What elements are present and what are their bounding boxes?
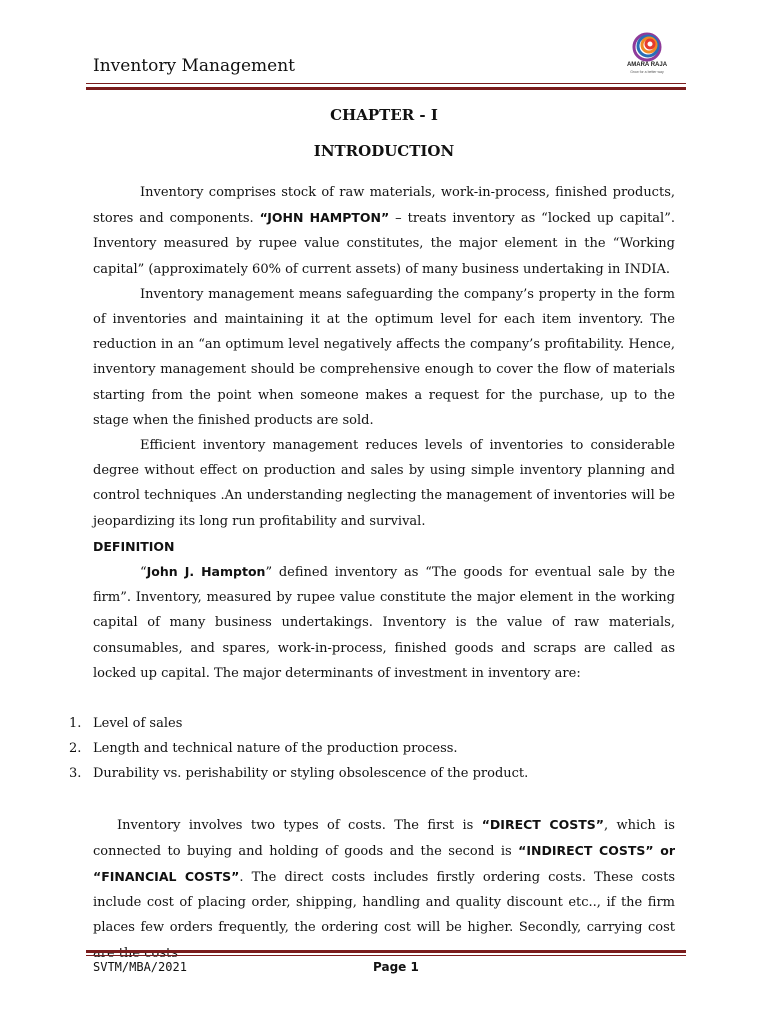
list-item: 1. Level of sales <box>69 716 183 732</box>
definition-heading: DEFINITION <box>93 538 175 554</box>
footer-course-code: SVTM/MBA/2021 <box>93 960 187 974</box>
header-title: Inventory Management <box>93 56 296 76</box>
paragraph-2: Inventory management means safeguarding the company’s property in the form of inventories and maintaining it at the optimum level for each item inventory. The reduction in an “an optimum level negatively affects the company’s profitability. Hence, inventory management should be comprehensive enough to cover the flow of materials starting from the point when someone makes a request for the purchase, up to the stage when the finished products are sold. <box>93 286 675 428</box>
paragraph-1: Inventory comprises stock of raw materials, work-in-process, finished products, stores and components. “JOHN HAMPTON” – treats inventory as “locked up capital”. Inventory measured by rupee value constitutes, the major element in the “Working capital” (approximately 60% of current assets) of many business undertaking in INDIA. <box>93 185 675 277</box>
footer-rule-thick <box>86 950 686 953</box>
amara-raja-logo <box>611 30 683 78</box>
document-body <box>69 99 675 966</box>
chapter-title: INTRODUCTION <box>313 142 455 160</box>
list-item: 3. Durability vs. perishability or styling obsolescence of the product. <box>69 766 529 782</box>
determinants-list <box>69 711 675 787</box>
emphasis-john-hampton: “JOHN HAMPTON” <box>259 210 390 226</box>
header-rule-thick <box>86 87 686 90</box>
paragraph-5: Inventory involves two types of costs. The first is “DIRECT COSTS”, which is connected to buying and holding of goods and the second is “INDIRECT COSTS” or “FINANCIAL COSTS”. The direct costs includes firstly ordering costs. These costs include cost of placing order, shipping, handling and quality discount etc.., if the firm places few orders frequently, the ordering cost will be higher. Secondly, carrying cost are the costs <box>93 816 675 961</box>
paragraph-4: “John J. Hampton” defined inventory as “The goods for eventual sale by the firm”. Inventory, measured by rupee value constitute the major element in the working capital of many business undertakings. Inventory is the value of raw materials, consumables, and spares, work-in-process, finished goods and scraps are called as locked up capital. The major determinants of investment in inventory are: <box>93 564 675 681</box>
logo-name: AMARA RAJA <box>626 62 668 68</box>
emphasis-indirect-costs: “INDIRECT COSTS” or “FINANCIAL COSTS” <box>93 842 675 885</box>
footer-rule-thin <box>86 955 686 956</box>
list-item: 2. Length and technical nature of the production process. <box>69 741 458 757</box>
header-rule-thin <box>86 83 686 84</box>
emphasis-direct-costs: “DIRECT COSTS” <box>481 816 604 832</box>
paragraph-3: Efficient inventory management reduces levels of inventories to considerable degree without effect on production and sales by using simple inventory planning and control techniques .An understanding neglecting the management of inventories will be jeopardizing its long run profitability and survival. <box>93 438 675 529</box>
logo-tagline: Grow for a better way <box>630 70 664 74</box>
page-header <box>93 30 683 86</box>
logo-rings-icon <box>611 30 683 62</box>
page-footer <box>93 960 683 980</box>
emphasis-john-j-hampton: John J. Hampton <box>146 564 266 580</box>
page-number: Page 1 <box>373 960 419 974</box>
chapter-number: CHAPTER - I <box>330 106 438 124</box>
